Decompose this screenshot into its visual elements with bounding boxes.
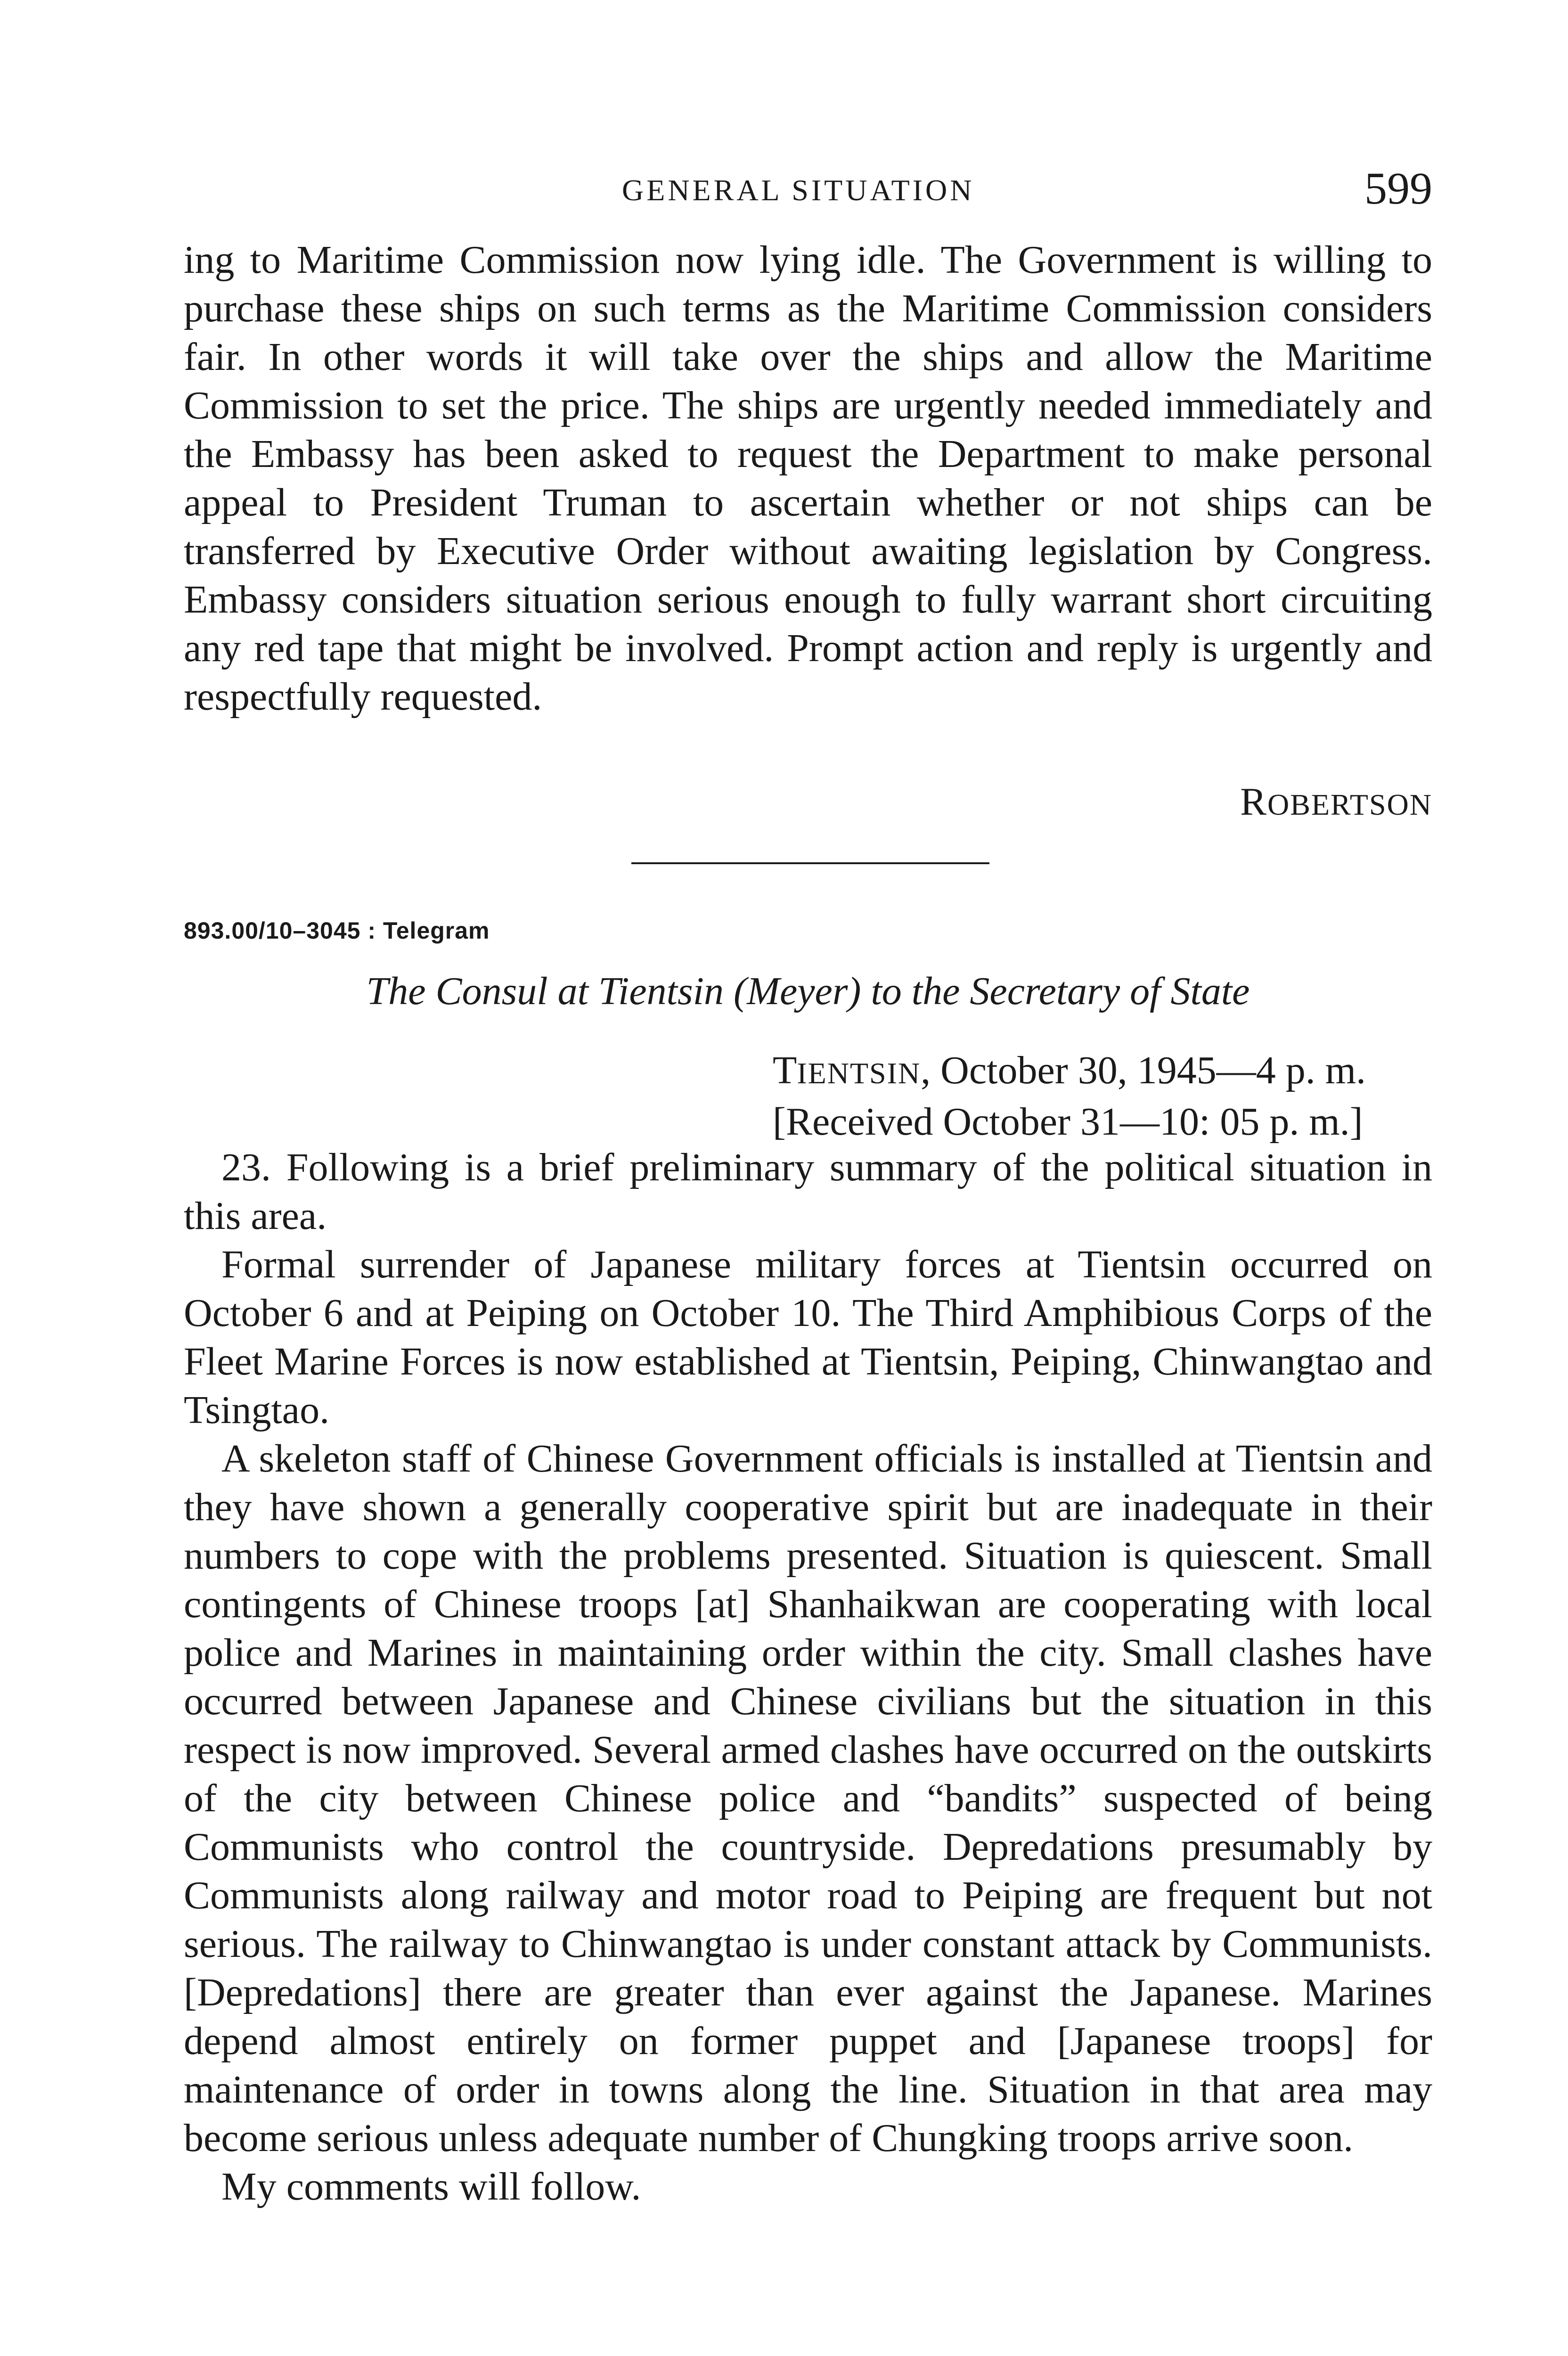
running-header-title: GENERAL SITUATION [622,173,975,207]
dateline-received: [Received October 31—10: 05 p. m.] [773,1100,1363,1144]
section-divider [631,862,989,864]
document-title: The Consul at Tientsin (Meyer) to the Secretary of State [366,969,1250,1013]
first-document [184,236,1432,721]
signature-rest: OBERTSON [1267,788,1432,821]
signature-initial: R [1240,780,1268,824]
dateline-sent [773,1046,1437,1097]
page-number: 599 [1364,163,1432,213]
file-reference: 893.00/10–3045 : Telegram [184,917,490,944]
place-rest: IENTSIN [797,1056,921,1090]
sent-time: , October 30, 1945—4 p. m. [921,1048,1366,1092]
paragraph-1: 23. Following is a brief preliminary summary of the political situation in this area. [184,1145,1432,1238]
telegram-body [184,1143,1432,2211]
place-initial: T [773,1048,797,1092]
paragraph-2: Formal surrender of Japanese military forces at Tientsin occurred on October 6 and at Peiping on October 10. The Third Amphibious Corps of the Fleet Marine Forces is now established at Tientsin, Peiping, Chinwangtao and Tsingtao. [184,1243,1432,1432]
dateline [773,1046,1437,1146]
signature-robertson [184,782,1432,822]
paragraph-4: My comments will follow. [221,2165,641,2209]
paragraph-3: A skeleton staff of Chinese Government officials is installed at Tientsin and they have shown a generally cooperative spirit but are inadequate in their numbers to cope with the problems presented. Situation is quiescent. Small contingents of Chinese troops [at] Shanhaikwan are cooperating with local police and Marines in maintaining order within the city. Small clashes have occurred between Japanese and Chinese civilians but the situation in this respect is now improved. Several armed clashes have occurred on the outskirts of the city between Chinese police and “bandits” suspected of being Communists who control the countryside. Depredations presumably by Communists along railway and motor road to Peiping are frequent but not serious. The railway to Chinwangtao is under constant attack by Communists. [Depredations] there are greater than ever against the Japanese. Marines depend almost entirely on former puppet and [Japanese troops] for maintenance of order in towns along the line. Situation in that area may become serious unless adequate number of Chungking troops arrive soon. [184,1437,1432,2160]
continuation-paragraph: ing to Maritime Commission now lying idle. The Government is willing to purchase these ships on such terms as the Maritime Commission considers fair. In other words it will take over the ships and allow the Maritime Commission to set the price. The ships are urgently needed immediately and the Embassy has been asked to request the Department to make personal appeal to President Truman to ascertain whether or not ships can be transferred by Executive Order without awaiting legislation by Congress. Embassy considers situation serious enough to fully warrant short circuiting any red tape that might be involved. Prompt action and reply is urgently and respectfully requested. [184,238,1432,719]
